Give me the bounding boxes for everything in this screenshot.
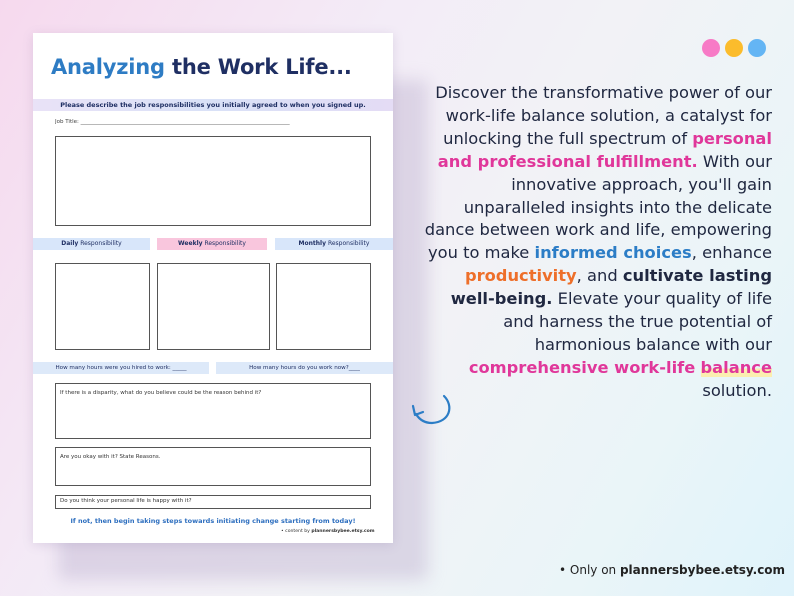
- hired-hours-field: How many hours were you hired to work: _____: [33, 362, 209, 374]
- worksheet-preview: [33, 33, 393, 543]
- pink-dot-icon: [702, 39, 720, 57]
- weekly-box: [157, 263, 270, 350]
- disparity-question: If there is a disparity, what do you believe could be the reason behind it?: [60, 390, 262, 396]
- highlight-informed-choices: informed choices: [534, 243, 692, 263]
- disparity-box: [55, 383, 371, 439]
- highlight-comprehensive: comprehensive work-life: [468, 357, 696, 377]
- highlight-productivity: productivity: [464, 266, 577, 286]
- product-description: Discover the transformative power of our work-life balance solution, a catalyst for unlocking the full spectrum of personal and professional fulfillment. With our innovative approach, you'll gain unparalleled insights into the delicate dance between work and life, empowering you to make informed choices, enhance productivity, and cultivate lasting well-being. Elevate your quality of life and harness the true potential of harmonious balance with our comprehensive work-life balance solution.: [424, 83, 772, 400]
- highlight-fulfillment: personal and professional fulfillment.: [437, 128, 772, 171]
- shop-link: • Only on plannersbybee.etsy.com: [559, 563, 786, 577]
- highlight-well-being: cultivate lasting well-being.: [450, 266, 772, 309]
- job-title-label: Job Title: ____________________________________________________________________________: [55, 119, 290, 125]
- daily-responsibility-header: Daily Responsibility: [33, 238, 150, 250]
- personal-life-box: [55, 495, 371, 509]
- work-hours-field: How many hours do you work now?____: [216, 362, 393, 374]
- personal-life-question: Do you think your personal life is happy with it?: [60, 498, 192, 504]
- describe-banner: Please describe the job responsibilities you initially agreed to when you signed up.: [33, 99, 393, 111]
- content-credit: • content by plannersbybee.etsy.com: [281, 529, 375, 534]
- highlight-balance: balance: [700, 357, 772, 377]
- blue-dot-icon: [748, 39, 766, 57]
- monthly-responsibility-header: Monthly Responsibility: [275, 238, 393, 250]
- okay-box: [55, 447, 371, 486]
- job-description-box: [55, 136, 371, 226]
- monthly-box: [276, 263, 371, 350]
- call-to-action: If not, then begin taking steps towards initiating change starting from today!: [70, 517, 356, 525]
- okay-question: Are you okay with it? State Reasons.: [60, 454, 161, 460]
- weekly-responsibility-header: Weekly Responsibility: [157, 238, 267, 250]
- daily-box: [55, 263, 150, 350]
- yellow-dot-icon: [725, 39, 743, 57]
- worksheet-title: Analyzing the Work Life...: [51, 55, 352, 79]
